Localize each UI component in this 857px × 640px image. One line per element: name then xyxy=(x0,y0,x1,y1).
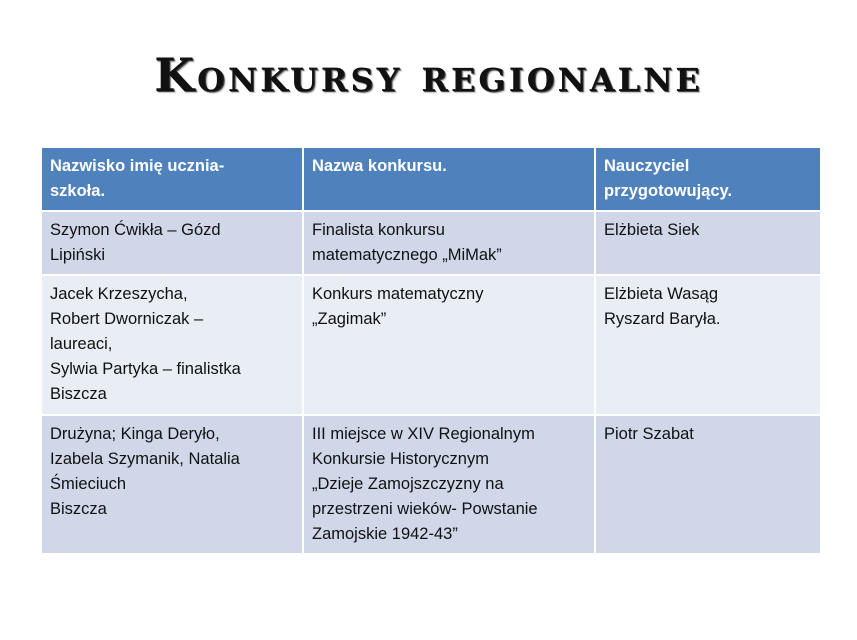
cell-student: Drużyna; Kinga Deryło, Izabela Szymanik, Natalia Śmieciuch Biszcza xyxy=(41,415,303,554)
table-row xyxy=(41,275,821,415)
cell-teacher: Piotr Szabat xyxy=(595,415,821,554)
cell-contest: Konkurs matematyczny „Zagimak” xyxy=(303,275,595,415)
cell-student: Jacek Krzeszycha, Robert Dworniczak – laureaci, Sylwia Partyka – finalistka Biszcza xyxy=(41,275,303,415)
table-header-row xyxy=(41,147,821,211)
cell-contest: III miejsce w XIV Regionalnym Konkursie Historycznym „Dzieje Zamojszczyzny na przestrzeni wieków- Powstanie Zamojskie 1942-43” xyxy=(303,415,595,554)
table-row xyxy=(41,415,821,554)
cell-student: Szymon Ćwikła – Gózd Lipiński xyxy=(41,211,303,275)
header-contest: Nazwa konkursu. xyxy=(303,147,595,211)
slide-title: Konkursy regionalne xyxy=(154,48,703,102)
header-student: Nazwisko imię ucznia- szkoła. xyxy=(41,147,303,211)
cell-contest: Finalista konkursu matematycznego „MiMak” xyxy=(303,211,595,275)
contests-table xyxy=(40,146,822,555)
cell-teacher: Elżbieta Siek xyxy=(595,211,821,275)
header-teacher: Nauczyciel przygotowujący. xyxy=(595,147,821,211)
table-row xyxy=(41,211,821,275)
cell-teacher: Elżbieta Wasąg Ryszard Baryła. xyxy=(595,275,821,415)
